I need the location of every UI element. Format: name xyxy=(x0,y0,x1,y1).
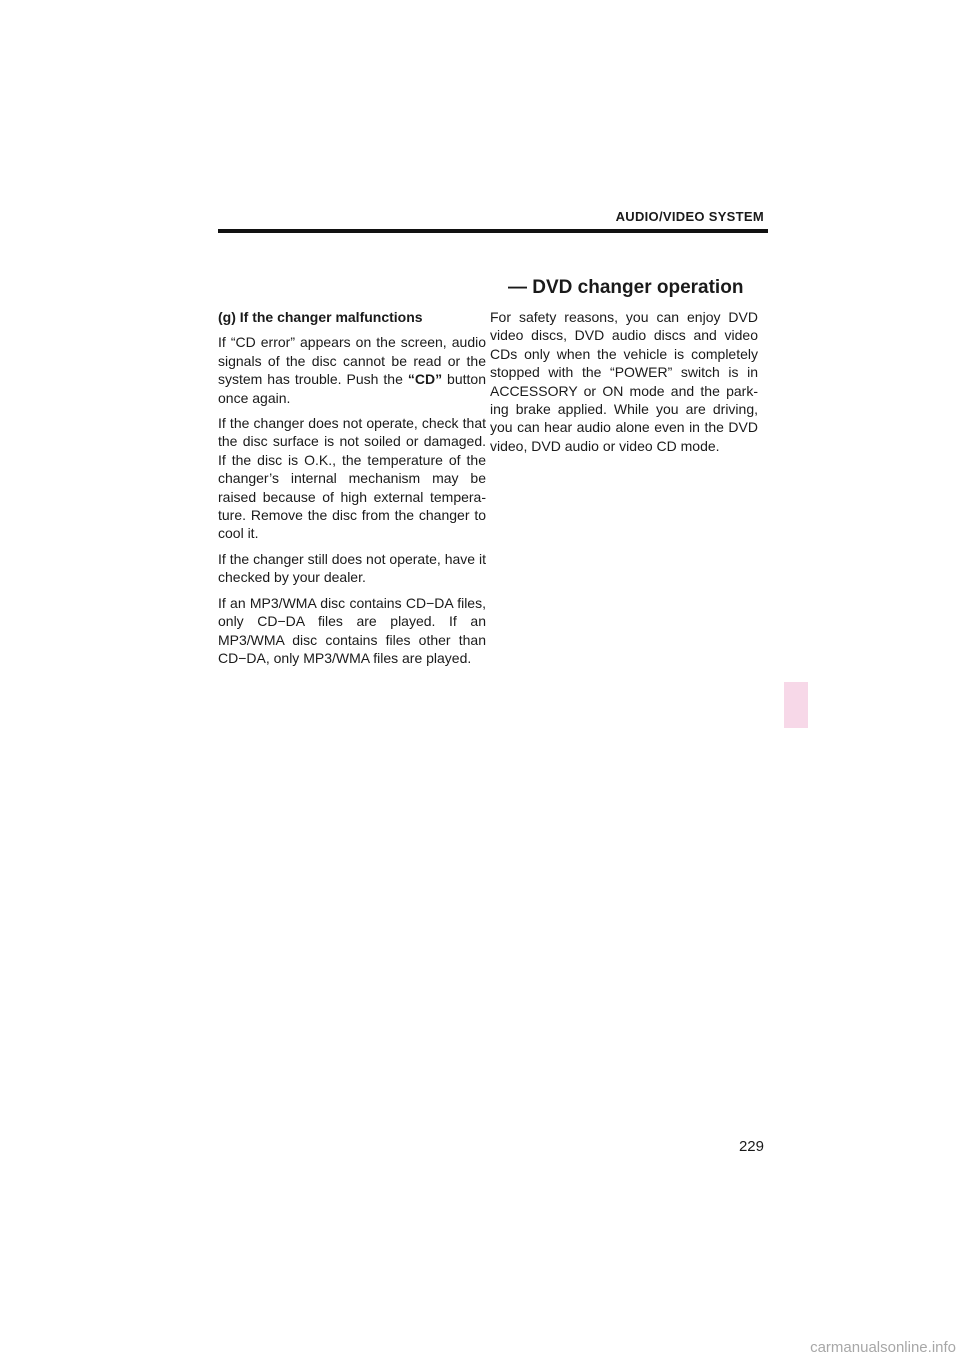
left-column xyxy=(218,308,486,674)
subheading: (g) If the changer malfunctions xyxy=(218,309,423,325)
cd-button-reference: “CD” xyxy=(407,371,443,388)
paragraph-safety: For safety reasons, you can enjoy DVD video discs, DVD audio discs and video CDs only when the vehicle is completely stopped with the “POWER” switch is in ACCESSORY or ON mode and the park-ing brake applied. While you are driving, you can hear audio alone even in the DVD video, DVD audio or video CD mode. xyxy=(490,309,758,454)
paragraph-mp3-wma: If an MP3/WMA disc contains CD−DA files, only CD−DA files are played. If an MP3/WMA disc contains files other than CD−DA, only MP3/WMA files are played. xyxy=(218,594,486,666)
paragraph-changer-check: If the changer does not operate, check that the disc surface is not soiled or damaged. If the disc is O.K., the temperature of the changer’s internal mechanism may be raised because of high external tempera-ture. Remove the disc from the changer to cool it. xyxy=(218,415,486,542)
header-rule xyxy=(218,229,768,233)
chapter-tab xyxy=(784,682,808,728)
paragraph-cd-error xyxy=(218,333,486,407)
watermark: carmanualsonline.info xyxy=(810,1339,956,1356)
section-label: AUDIO/VIDEO SYSTEM xyxy=(615,209,764,224)
section-heading: — DVD changer operation xyxy=(508,277,744,298)
right-column xyxy=(490,308,758,462)
page-number: 229 xyxy=(738,1138,764,1155)
paragraph-text: If “CD error” appears on the screen, audio signals of the disc cannot be read or the system has trouble. Push the xyxy=(218,334,486,388)
paragraph-text: button once again. xyxy=(218,371,486,406)
paragraph-dealer: If the changer still does not operate, have it checked by your dealer. xyxy=(218,550,486,586)
